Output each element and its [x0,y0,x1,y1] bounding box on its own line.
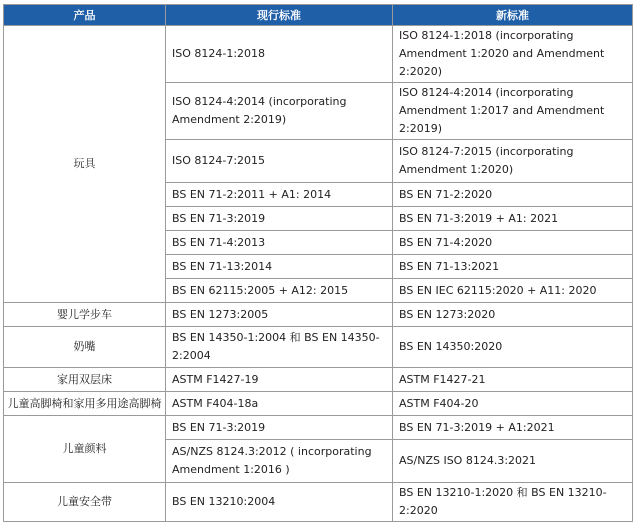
new-standard-cell: ISO 8124-4:2014 (incorporating Amendment 1:2017 and Amendment 2:2019) [393,83,633,140]
table-row [4,483,633,522]
product-cell: 玩具 [4,26,166,303]
current-standard-cell: AS/NZS 8124.3:2012 ( incorporating Amendment 1:2016 ) [166,440,393,483]
header-product: 产品 [4,5,166,26]
current-standard-cell: BS EN 71-4:2013 [166,231,393,255]
product-cell: 家用双层床 [4,368,166,392]
new-standard-cell: BS EN 71-3:2019 + A1:2021 [393,416,633,440]
new-standard-cell: ASTM F1427-21 [393,368,633,392]
header-row [4,5,633,26]
new-standard-cell: BS EN 71-3:2019 + A1: 2021 [393,207,633,231]
current-standard-cell: BS EN 13210:2004 [166,483,393,522]
new-standard-cell: ISO 8124-7:2015 (incorporating Amendment 1:2020) [393,140,633,183]
standards-table [3,4,633,522]
new-standard-cell: ISO 8124-1:2018 (incorporating Amendment 1:2020 and Amendment 2:2020) [393,26,633,83]
current-standard-cell: BS EN 71-13:2014 [166,255,393,279]
table-row [4,26,633,83]
table-row [4,303,633,327]
current-standard-cell: BS EN 71-2:2011 + A1: 2014 [166,183,393,207]
table-row [4,392,633,416]
table-row [4,327,633,368]
product-cell: 儿童安全带 [4,483,166,522]
current-standard-cell: ISO 8124-4:2014 (incorporating Amendment 2:2019) [166,83,393,140]
new-standard-cell: BS EN 14350:2020 [393,327,633,368]
current-standard-cell: BS EN 14350-1:2004 和 BS EN 14350-2:2004 [166,327,393,368]
new-standard-cell: BS EN 71-4:2020 [393,231,633,255]
header-current-standard: 现行标准 [166,5,393,26]
new-standard-cell: BS EN 71-13:2021 [393,255,633,279]
current-standard-cell: ISO 8124-7:2015 [166,140,393,183]
new-standard-cell: BS EN 13210-1:2020 和 BS EN 13210-2:2020 [393,483,633,522]
current-standard-cell: ISO 8124-1:2018 [166,26,393,83]
current-standard-cell: BS EN 71-3:2019 [166,207,393,231]
current-standard-cell: BS EN 62115:2005 + A12: 2015 [166,279,393,303]
table-row [4,416,633,440]
current-standard-cell: BS EN 1273:2005 [166,303,393,327]
current-standard-cell: ASTM F404-18a [166,392,393,416]
product-cell: 儿童颜料 [4,416,166,483]
table-row [4,368,633,392]
new-standard-cell: AS/NZS ISO 8124.3:2021 [393,440,633,483]
new-standard-cell: BS EN 71-2:2020 [393,183,633,207]
header-new-standard: 新标准 [393,5,633,26]
new-standard-cell: BS EN IEC 62115:2020 + A11: 2020 [393,279,633,303]
product-cell: 奶嘴 [4,327,166,368]
new-standard-cell: BS EN 1273:2020 [393,303,633,327]
product-cell: 婴儿学步车 [4,303,166,327]
product-cell: 儿童高脚椅和家用多用途高脚椅 [4,392,166,416]
current-standard-cell: BS EN 71-3:2019 [166,416,393,440]
new-standard-cell: ASTM F404-20 [393,392,633,416]
current-standard-cell: ASTM F1427-19 [166,368,393,392]
